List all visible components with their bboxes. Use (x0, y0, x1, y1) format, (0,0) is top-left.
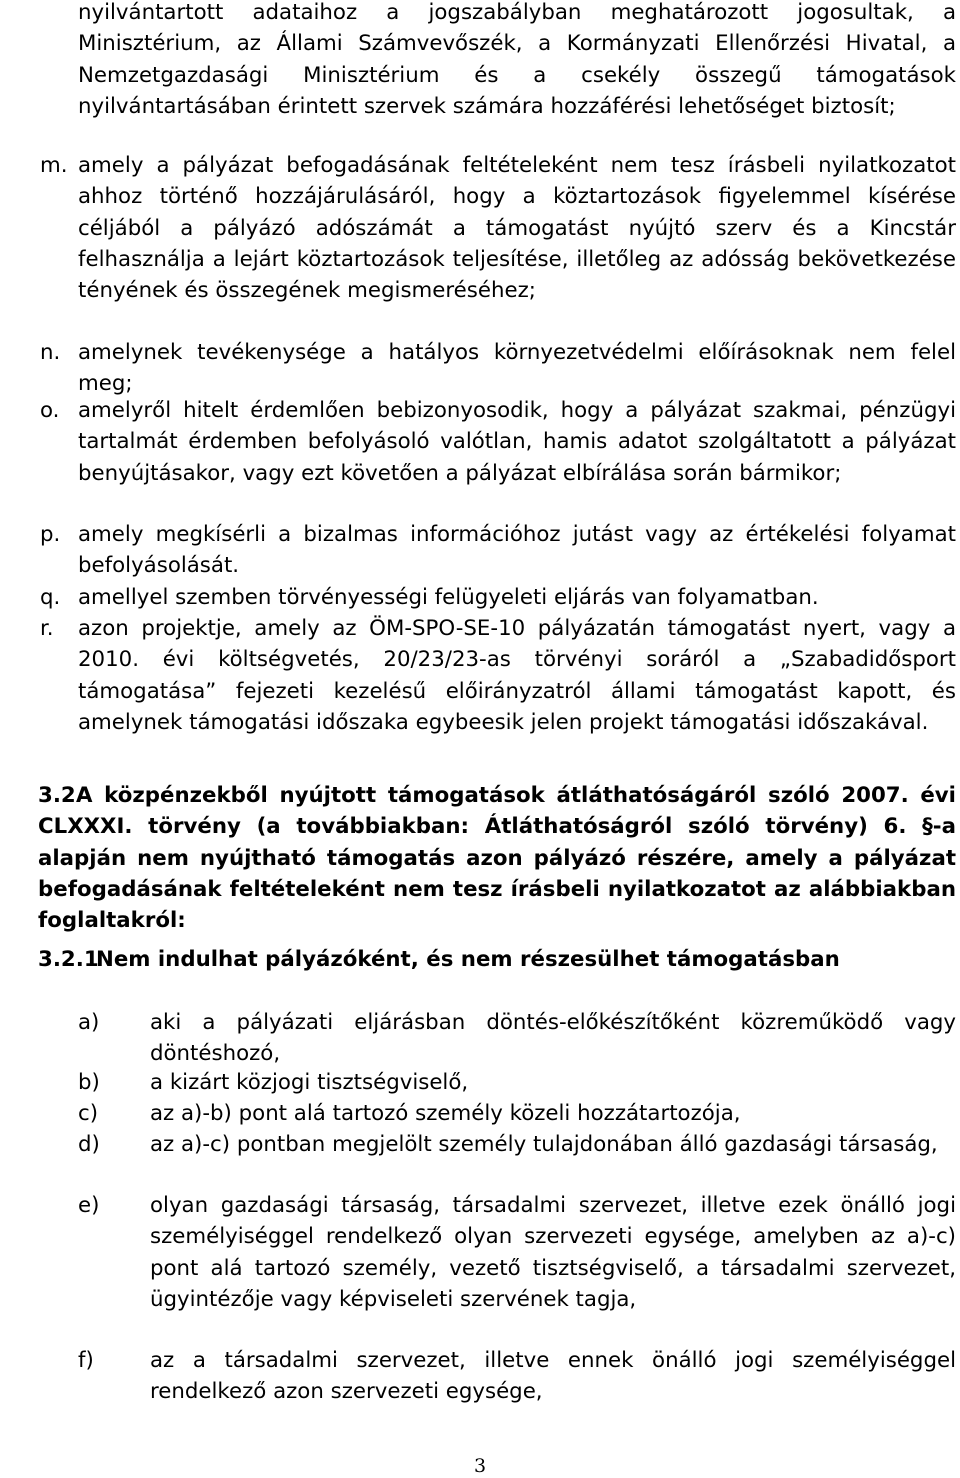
page-number: 3 (473, 1455, 487, 1477)
list-item-marker: n. (40, 340, 61, 365)
list-item-marker: r. (40, 616, 54, 641)
continuation-paragraph: nyilvántartott adataihoz a jogszabályban meghatározott jogosultak, a Minisztérium, az Állami Számvevőszék, a Kormányzati Ellenőrzési Hivatal, a Nemzetgazdasági Minisztérium és a csekély összegű támogatások nyilvántartásában érintett szervek számára hozzáférési lehetőséget biztosít; (78, 0, 956, 119)
sub-item-marker: d) (78, 1132, 100, 1157)
list-item-marker: o. (40, 398, 60, 423)
sub-item-text: aki a pályázati eljárásban döntés-előkészítőként közreműködő vagy döntéshozó, (150, 1010, 956, 1067)
sub-item-text: az a)-b) pont alá tartozó személy közeli hozzátartozója, (150, 1101, 741, 1126)
list-item-text: amelynek tevékenysége a hatályos környezetvédelmi előírásoknak nem felel meg; (78, 340, 956, 397)
list-item-marker: q. (40, 585, 61, 610)
list-item-marker: p. (40, 522, 61, 547)
section-heading: A közpénzekből nyújtott támogatások átláthatóságáról szóló 2007. évi CLXXXI. törvény (a továbbiakban: Átláthatóságról szóló törvény) 6. §-a alapján nem nyújtható támogatás azon pályázó részére, amely a pályázat befogadásának feltételeként nem tesz írásbeli nyilatkozatot az alábbiakban foglaltakról: (38, 783, 956, 934)
list-item-text: amely a pályázat befogadásának feltételeként nem tesz írásbeli nyilatkozatot ahhoz történő hozzájárulásáról, hogy a köztartozások figyelemmel kísérése céljából a pályázó adószámát a támogatást nyújtó szerv és a Kincstár felhasználja a lejárt köztartozások teljesítése, illetőleg az adósság bekövetkezése tényének és összegének megismeréséhez; (78, 153, 956, 304)
sub-item-marker: b) (78, 1070, 100, 1095)
sub-item-text: az a)-c) pontban megjelölt személy tulajdonában álló gazdasági társaság, (150, 1132, 938, 1157)
list-item-text: amelyről hitelt érdemlően bebizonyosodik, hogy a pályázat szakmai, pénzügyi tartalmát érdemben befolyásoló valótlan, hamis adatot szolgáltatott a pályázat benyújtásakor, vagy ezt követően a pályázat elbírálása során bármikor; (78, 398, 956, 486)
sub-item-text: az a társadalmi szervezet, illetve ennek önálló jogi személyiséggel rendelkező azon szervezeti egysége, (150, 1348, 956, 1405)
list-item-text: azon projektje, amely az ÖM-SPO-SE-10 pályázatán támogatást nyert, vagy a 2010. évi költségvetés, 20/23/23-as törvényi soráról a „Szabadidősport támogatása” fejezeti kezelésű előirányzatról állami támogatást kapott, és amelynek támogatási időszaka egybeesik jelen projekt támogatási időszakával. (78, 616, 956, 735)
sub-item-marker: c) (78, 1101, 99, 1126)
sub-item-text: olyan gazdasági társaság, társadalmi szervezet, illetve ezek önálló jogi személyiséggel rendelkező olyan szervezeti egysége, amelyben az a)-c) pont alá tartozó személy, vezető tisztségviselő, a társadalmi szervezet, ügyintézője vagy képviseleti szervének tagja, (150, 1193, 956, 1312)
sub-item-marker: e) (78, 1193, 100, 1218)
section-number: 3.2 (38, 783, 76, 808)
sub-item-marker: f) (78, 1348, 94, 1373)
sub-item-text: a kizárt közjogi tisztségviselő, (150, 1070, 469, 1095)
list-item-text: amely megkísérli a bizalmas információhoz jutást vagy az értékelési folyamat befolyásolását. (78, 522, 956, 579)
subsection-number: 3.2.1 (38, 947, 99, 972)
list-item-text: amellyel szemben törvényességi felügyeleti eljárás van folyamatban. (78, 585, 819, 610)
list-item-marker: m. (40, 153, 68, 178)
sub-item-marker: a) (78, 1010, 100, 1035)
subsection-heading: Nem indulhat pályázóként, és nem részesülhet támogatásban (96, 947, 840, 972)
